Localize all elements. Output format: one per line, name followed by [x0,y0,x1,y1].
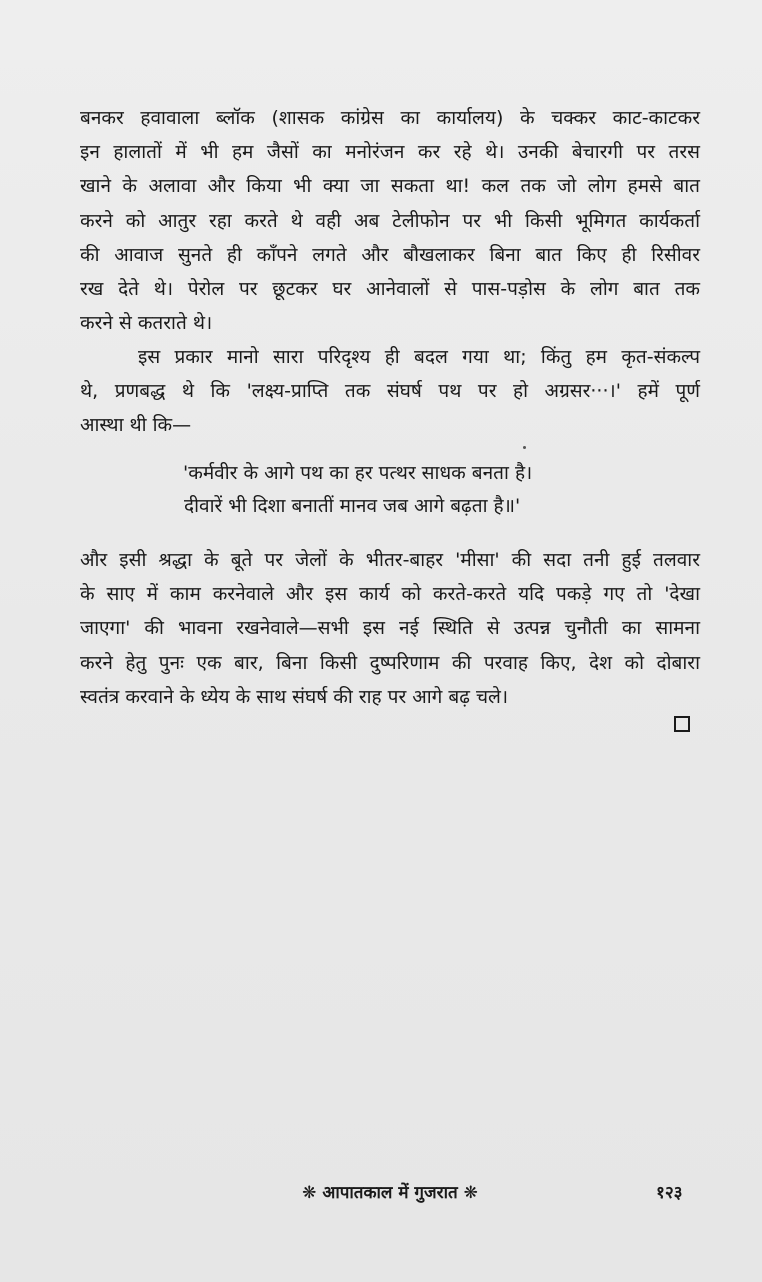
text-line: करने से कतराते थे। [80,312,213,335]
text-line: की आवाज सुनते ही काँपने लगते और बौखलाकर बिना बात किए ही रिसीवर [80,243,700,266]
text-line: बनकर हवावाला ब्लॉक (शासक कांग्रेस का कार्यालय) के चक्कर काट-काटकर [80,107,700,129]
text-line: जाएगा' की भावना रखनेवाले—सभी इस नई स्थिति से उत्पन्न चुनौती का सामना [80,617,700,640]
hollow-square-icon [674,716,690,732]
poem-line: 'कर्मवीर के आगे पथ का हर पत्थर साधक बनता है। [183,462,533,484]
stray-dot [523,446,526,449]
text-line: आस्था थी कि— [80,414,192,437]
running-footer-title: ❋ आपातकाल में गुजरात ❋ [302,1183,478,1203]
poem-quote [183,457,603,523]
text-line: और इसी श्रद्धा के बूते पर जेलों के भीतर-बाहर 'मीसा' की सदा तनी हुई तलवार [80,549,700,571]
text-line: इस प्रकार मानो सारा परिदृश्य ही बदल गया था; किंतु हम कृत-संकल्प [138,346,700,368]
text-line: करने हेतु पुनः एक बार, बिना किसी दुष्परिणाम की परवाह किए, देश को दोबारा [80,651,700,674]
paragraph-2 [80,340,700,443]
text-line: करने को आतुर रहा करते थे वही अब टेलीफोन पर भी किसी भूमिगत कार्यकर्ता [80,209,700,232]
page-number: १२३ [656,1183,683,1203]
poem-line: दीवारें भी दिशा बनातीं मानव जब आगे बढ़ता है॥' [184,495,521,517]
text-line: रख देते थे। पेरोल पर छूटकर घर आनेवालों से पास-पड़ोस के लोग बात तक [80,278,700,301]
text-line: खाने के अलावा और किया भी क्या जा सकता था! कल तक जो लोग हमसे बात [80,175,700,198]
text-line: के साए में काम करनेवाले और इस कार्य को करते-करते यदि पकड़े गए तो 'देखा [80,583,700,606]
text-line: थे, प्रणबद्ध थे कि 'लक्ष्य-प्राप्ति तक संघर्ष पथ पर हो अग्रसर···।' हमें पूर्ण [80,380,700,403]
text-line: स्वतंत्र करवाने के ध्येय के साथ संघर्ष की राह पर आगे बढ़ चले। [80,685,509,708]
paragraph-3 [80,543,700,714]
text-line: इन हालातों में भी हम जैसों का मनोरंजन कर रहे थे। उनकी बेचारगी पर तरस [80,141,700,164]
paragraph-1 [80,101,700,340]
